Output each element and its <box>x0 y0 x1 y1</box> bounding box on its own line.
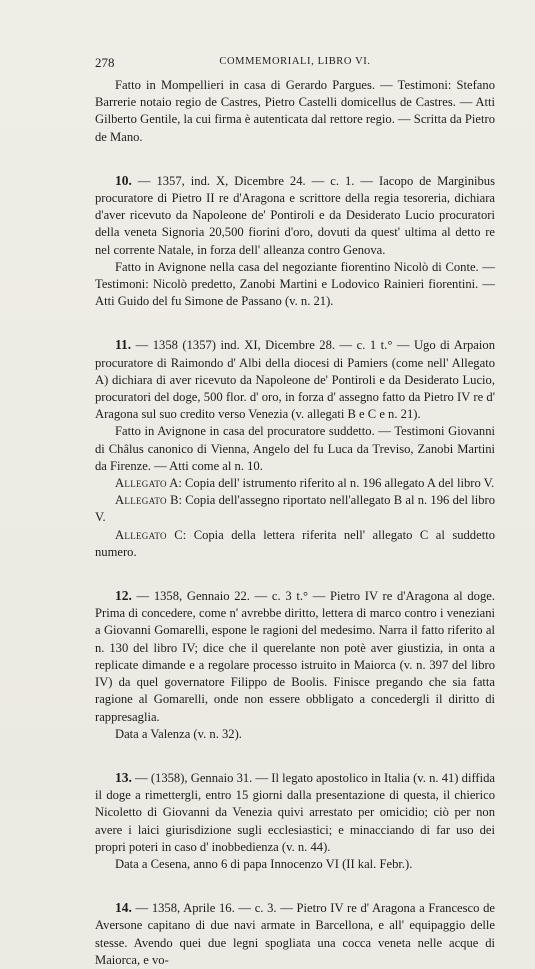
entry-10-note: Fatto in Avignone nella casa del negoziante fiorentino Nicolò di Conte. — Testimoni: Nicolò predetto, Zanobi Martini e Lodovico Rainieri fiorentini. — Atti Guido del fu Simone de Passano (v. n. 21). <box>95 259 495 309</box>
entry-number: 10. <box>115 172 132 188</box>
allegato-a <box>95 475 495 492</box>
entry-number: 12. <box>115 588 132 604</box>
page-content <box>95 77 495 969</box>
entry-text: — 1357, ind. X, Dicembre 24. — c. 1. — Iacopo de Marginibus procuratore di Pietro II re d'Aragona e scrittore della regia tesoreria, dichiara d'aver ricevuto da Napoleone de' Pontiroli e da Desiderato Lucio procuratori della veneta Signoria 20,500 fiorini d'oro, dovuti da quest' ultima al detto re nel corrente Natale, in forza dell' alleanza contro Genova. <box>95 173 495 257</box>
running-title: COMMEMORIALI, LIBRO VI. <box>219 56 371 67</box>
entry-13-note: Data a Cesena, anno 6 di papa Innocenzo VI (II kal. Febr.). <box>115 856 413 871</box>
entry-14-body <box>95 899 495 969</box>
entry-11-note: Fatto in Avignone in casa del procuratore suddetto. — Testimoni Giovanni di Châlus canonico di Vienna, Angelo del fu Luca da Treviso, Zanobi Martini da Firenze. — Atti come al n. 10. <box>95 424 495 473</box>
entry-text: — 1358, Aprile 16. — c. 3. — Pietro IV re d' Aragona a Francesco de Aversone capitano di due navi armate in Barcellona, e all' equipaggio delle stesse. Avendo quei due legni spogliata una cocca veneta nelle acque di Maiorca, e vo- <box>95 901 495 967</box>
entry-12 <box>95 587 495 743</box>
entry-text: — 1358, Gennaio 22. — c. 3 t.° — Pietro IV re d'Aragona al doge. Prima di concedere, come n' avrebbe diritto, lettera di marco contro i veneziani a Giovanni Gomarelli, espone le ragioni del medesimo. Narra il fatto riferito al n. 130 del libro IV; dice che il querelante non potè aver giustizia, in onta a replicate dimande e a regolare processo istruito in Maiorca (v. n. 397 del libro IV) da quel governatore Filippo de Boolis. Finisce pregando che sia fatta ragione al Gomarelli, onde non essere obbligato a concedergli il diritto di rappresaglia. <box>95 589 495 724</box>
allegato-label: Allegato <box>115 527 167 542</box>
entry-number: 11. <box>115 337 132 353</box>
entry-12-note: Data a Valenza (v. n. 32). <box>115 726 242 741</box>
allegato-text: B: Copia dell'assegno riportato nell'allegato B al n. 196 del libro V. <box>95 493 495 525</box>
entry-14 <box>95 899 495 969</box>
entry-11 <box>95 336 495 561</box>
allegato-c <box>95 527 495 561</box>
entry-10 <box>95 172 495 311</box>
page-header <box>95 55 495 71</box>
entry-10-body <box>95 172 495 259</box>
allegato-b <box>95 492 495 526</box>
intro-paragraph: Fatto in Mompellieri in casa di Gerardo Pargues. — Testimoni: Stefano Barrerie notaio regio de Castres, Pietro Castelli domicellus de Castres. — Atti Gilberto Gentile, la cui firma è autenticata dal rettore regio. — Scritta da Pietro de Mano. <box>95 78 495 144</box>
entry-text: — (1358), Gennaio 31. — Il legato apostolico in Italia (v. n. 41) diffida il doge a rimettergli, entro 15 giorni dalla presentazione di questa, il chierico Nicoletto di Giovanni da Venezia quivi arrestato per omicidio; ciò per non avere i laici giurisdizione sugli ecclesiastici; e minacciando di far uso dei propri poteri in caso d' inobbedienza (v. n. 44). <box>95 770 495 854</box>
allegato-text: A: Copia dell' istrumento riferito al n. 196 allegato A del libro V. <box>166 476 495 491</box>
entry-13 <box>95 769 495 873</box>
entry-text: — 1358 (1357) ind. XI, Dicembre 28. — c. 1 t.° — Ugo di Arpaion procuratore di Raimondo d' Albi della diocesi di Pamiers (come nell' Allegato A) dichiara di aver ricevuto da Napoleone de' Pontiroli e da Desiderato Lucio, procuratori del doge, 500 flor. d' oro, in forza d' assegno fatto da Pietro IV re d' Aragona sul suo credito verso Venezia (v. allegati B e C e n. 21). <box>95 338 495 422</box>
allegato-label: Allegato <box>115 476 167 491</box>
entry-number: 14. <box>115 900 132 916</box>
allegato-text: C: Copia della lettera riferita nell' allegato C al suddetto numero. <box>95 527 495 559</box>
entry-12-body <box>95 587 495 726</box>
page-number: 278 <box>95 55 115 70</box>
entry-11-body <box>95 336 495 423</box>
entry-number: 13. <box>115 769 132 785</box>
allegato-label: Allegato <box>115 493 167 508</box>
entry-13-body <box>95 769 495 856</box>
